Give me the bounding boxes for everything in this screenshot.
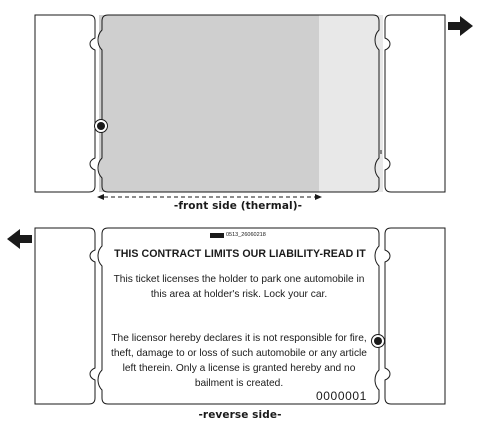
arrow-left-icon [7, 229, 32, 249]
print-code [210, 232, 266, 238]
thermal-area [99, 15, 319, 192]
front-left-stub [35, 15, 95, 192]
reverse-hole-center [374, 337, 382, 345]
disclaimer-paragraph: The licensor hereby declares it is not responsible for fire, theft, damage to or loss of such automobile or any article left therein. Only a license is granted hereby and no bailment is created. [111, 333, 367, 389]
front-right-stub [385, 15, 445, 192]
reverse-left-stub [35, 228, 95, 404]
printer-logo-icon [210, 233, 224, 238]
reverse-side-caption: -reverse side- [198, 409, 282, 421]
front-dimension-arrow-left [97, 194, 104, 200]
contract-headline: THIS CONTRACT LIMITS OUR LIABILITY-READ IT [114, 248, 366, 260]
front-ticket [35, 15, 445, 200]
reverse-right-stub [385, 228, 445, 404]
front-hole-center [97, 122, 105, 130]
print-code-text: 0513_26060218 [226, 232, 266, 238]
license-paragraph: This ticket licenses the holder to park one automobile in this area at holder's risk. Lock your car. [113, 274, 365, 300]
thermal-area-edge [319, 15, 383, 192]
front-side-caption: -front side (thermal)- [173, 200, 303, 212]
arrow-right-icon [448, 16, 473, 36]
serial-number: 0000001 [316, 389, 367, 403]
